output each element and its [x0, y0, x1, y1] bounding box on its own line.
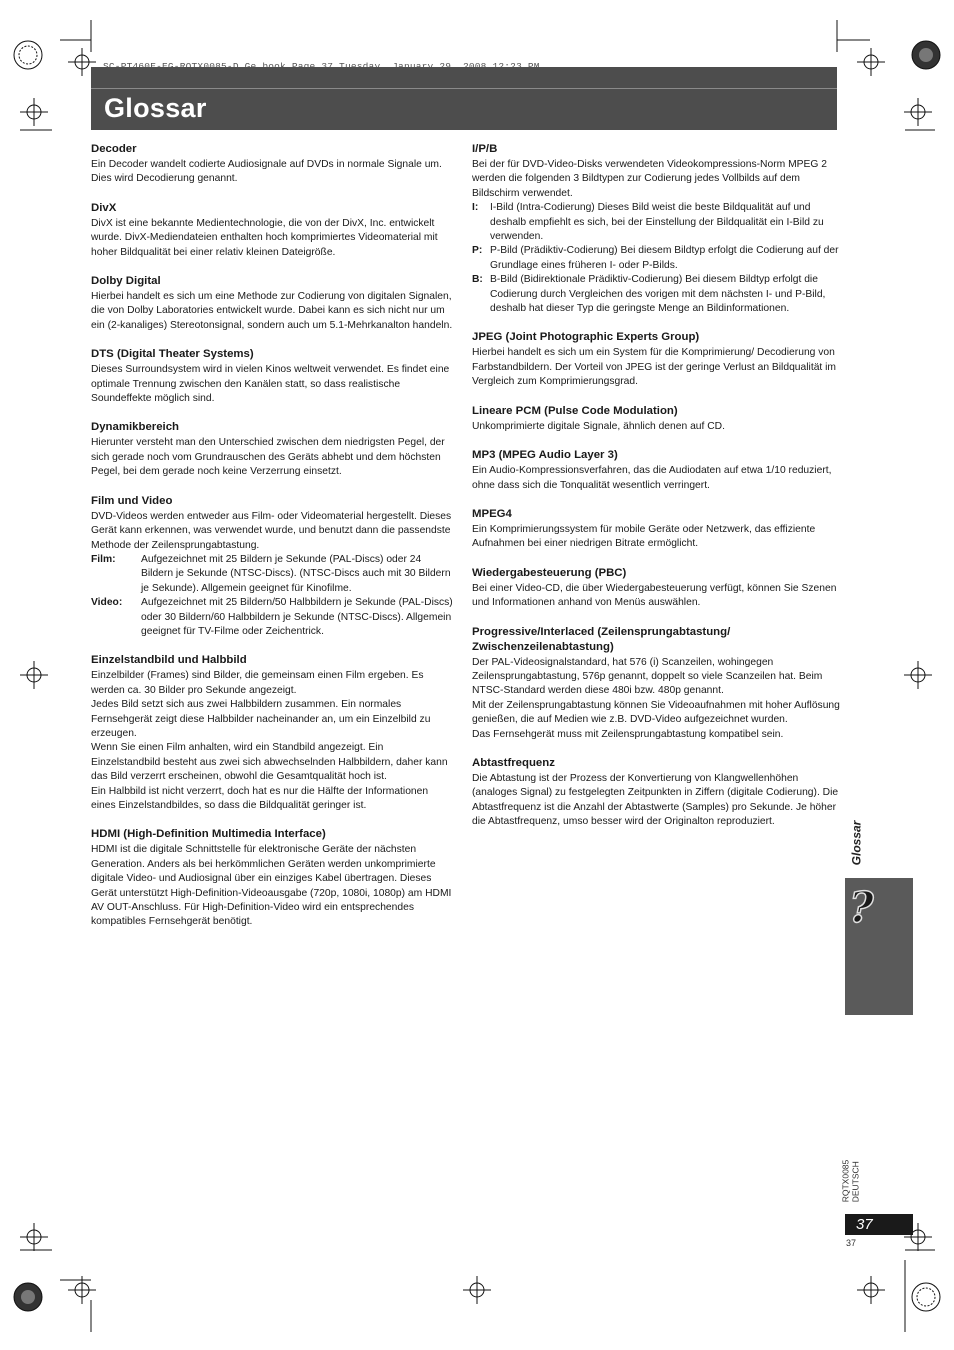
- side-tab: [845, 878, 913, 1015]
- page-title: Glossar: [104, 93, 207, 123]
- entry-heading: Lineare PCM (Pulse Code Modulation): [472, 404, 678, 417]
- glossary-entry-jpeg: [472, 330, 840, 389]
- page-number: 37: [845, 1214, 913, 1235]
- entry-heading: Dynamikbereich: [91, 421, 179, 434]
- definition-desc: I-Bild (Intra-Codierung) Dieses Bild weist die beste Bildqualität auf und deshalb empfiehlt es sich, bei der Einstellung der Bildqualität ein I-Bild zu verwenden.: [490, 202, 824, 243]
- entry-text: Hierbei handelt es sich um ein System für die Komprimierung/ Decodierung von Farbstandbildern. Der Vorteil von JPEG ist der geringe Verlust an Bildqualität im Vergleich zum Komprimierungsgrad.: [472, 347, 837, 388]
- entry-text: Das Fernsehgerät muss mit Zeilensprungabtastung kompatibel sein.: [472, 728, 784, 740]
- glossary-entry-divx: [91, 201, 455, 260]
- definition-term: B:: [472, 274, 483, 286]
- glossary-entry-mp3: [472, 448, 840, 493]
- glossary-entry-dynamikbereich: [91, 420, 455, 479]
- glossary-entry-ipb: [472, 142, 840, 316]
- entry-text: Der PAL-Videosignalstandard, hat 576 (i) Scanzeilen, wohingegen Zeilensprungabtastung, 576p genannt, doppelt so viele Scanzeilen hat. Beim NTSC-Standard werden diese 480i bzw. 480p genannt.: [472, 656, 823, 697]
- entry-text: Einzelbilder (Frames) sind Bilder, die gemeinsam einen Film ergeben. Es werden ca. 30 Bilder pro Sekunde angezeigt.: [91, 670, 424, 696]
- definition-p: [472, 244, 840, 273]
- entry-heading: MPEG4: [472, 507, 512, 520]
- left-column: [91, 142, 455, 944]
- entry-text: DivX ist eine bekannte Medientechnologie, die von der DivX, Inc. entwickelt wurde. DivX-Mediendateien enthalten hoch komprimiertes Videomaterial mit hoher Bildqualität bei einer relativ kleinen Dateigröße.: [91, 217, 438, 258]
- model-code-text: RQTX0085: [840, 1159, 850, 1203]
- entry-text: DVD-Videos werden entweder aus Film- oder Videomaterial hergestellt. Dieses Gerät kann erkennen, was verwendet wurde, und benutzt dann die passendste Methode der Zeilensprungabtastung.: [91, 510, 452, 551]
- definition-term: I:: [472, 202, 479, 214]
- right-column: [472, 142, 840, 844]
- entry-text: Ein Komprimierungssystem für mobile Geräte oder Netzwerk, das effiziente Aufnahmen bei einer niedrigen Bitrate ermöglicht.: [472, 523, 816, 550]
- entry-heading: Film und Video: [91, 494, 173, 507]
- entry-heading: Dolby Digital: [91, 275, 161, 288]
- glossary-entry-decoder: [91, 142, 455, 187]
- definition-desc: B-Bild (Bidirektionale Prädiktiv-Codierung) Bei diesem Bildtyp erfolgt die Codierung durch Vergleichen des vorigen mit dem nächsten I- und P-Bild, deshalb hat dieser Typ die geringste Menge an Bildinformationen.: [490, 274, 826, 315]
- definition-desc: Aufgezeichnet mit 25 Bildern/50 Halbbildern je Sekunde (PAL-Discs) oder 30 Bildern/60 Halbbildern je Sekunde (NTSC-Discs). Allgemein geeignet für TV-Filme oder Zeichentrick.: [141, 597, 453, 637]
- side-section-label: [846, 816, 866, 870]
- entry-heading: Decoder: [91, 143, 137, 155]
- entry-heading: Wiedergabesteuerung (PBC): [472, 566, 627, 579]
- definition-b: [472, 273, 840, 316]
- entry-text: Ein Decoder wandelt codierte Audiosignale auf DVDs in normale Signale um. Dies wird Decodierung genannt.: [91, 159, 442, 185]
- entry-text: Die Abtastung ist der Prozess der Konvertierung von Klangwellenhöhen (analoges Signal) zu festgelegten Zeitpunkten in Ziffern (digitale Codierung). Die Abtastfrequenz ist die Anzahl der Abtastwerte (Samples) pro Sekunde. Je höher die Abtastfrequenz, umso besser wird der Originalton reproduziert.: [472, 772, 839, 828]
- page-number-small: 37: [846, 1238, 857, 1248]
- entry-text: Wenn Sie einen Film anhalten, wird ein Standbild angezeigt. Ein Einzelstandbild besteht aus zwei sich abwechselnden Halbbildern, daher kann das Bild verzerrt erscheinen, obwohl die Gesamtqualität hoch ist.: [91, 742, 448, 783]
- glossary-entry-dts: [91, 347, 455, 406]
- definition-desc: Aufgezeichnet mit 25 Bildern je Sekunde (PAL-Discs) oder 24 Bildern je Sekunde (NTSC-Discs). (NTSC-Discs auch mit 30 Bildern je Sekunde). Allgemein geeignet für Kinofilme.: [141, 553, 451, 594]
- entry-heading: JPEG (Joint Photographic Experts Group): [472, 331, 700, 344]
- glossary-entry-mpeg4: [472, 507, 840, 552]
- glossary-entry-pbc: [472, 566, 840, 611]
- definition-term: P:: [472, 245, 483, 257]
- language-text: DEUTSCH: [850, 1161, 860, 1203]
- definition-i: [472, 201, 840, 244]
- question-mark-icon: [845, 882, 881, 932]
- entry-heading: HDMI (High-Definition Multimedia Interface): [91, 828, 326, 841]
- entry-heading: Einzelstandbild und Halbbild: [91, 654, 247, 667]
- entry-heading: MP3 (MPEG Audio Layer 3): [472, 449, 618, 462]
- entry-heading: Abtastfrequenz: [472, 756, 555, 769]
- entry-heading: DTS (Digital Theater Systems): [91, 348, 254, 361]
- glossary-entry-abtastfrequenz: [472, 756, 840, 830]
- svg-text:?: ?: [849, 883, 874, 932]
- side-label-text: Glossar: [849, 820, 864, 866]
- title-bar: [91, 67, 837, 130]
- model-code: [836, 1157, 864, 1205]
- glossary-entry-lpcm: [472, 404, 840, 434]
- definition-term: Video:: [91, 597, 123, 609]
- entry-heading: DivX: [91, 201, 117, 214]
- glossary-entry-dolby-digital: [91, 274, 455, 333]
- definition-video: [91, 596, 455, 639]
- entry-text: Ein Halbbild ist nicht verzerrt, doch hat es nur die Hälfte der Informationen eines Einzelstandbildes, so dass die Bildqualität geringer ist.: [91, 785, 429, 811]
- glossary-entry-hdmi: [91, 827, 455, 929]
- entry-text: Dieses Surroundsystem wird in vielen Kinos weltweit verwendet. Es findet eine optimale Trennung zwischen den Kanälen statt, so dass realistische Soundeffekte möglich sind.: [91, 364, 450, 405]
- entry-text: Jedes Bild setzt sich aus zwei Halbbildern zusammen. Ein normales Fernsehgerät zeigt diese Halbbilder nacheinander an, um ein Einzelbild zu erzeugen.: [91, 699, 431, 739]
- glossary-entry-film-und-video: [91, 494, 455, 640]
- entry-text: Unkomprimierte digitale Signale, ähnlich denen auf CD.: [472, 420, 725, 432]
- entry-text: Bei einer Video-CD, die über Wiedergabesteuerung verfügt, können Sie Szenen und Informationen anhand von Menüs auswählen.: [472, 582, 837, 609]
- entry-text: Hierbei handelt es sich um eine Methode zur Codierung von digitalen Signalen, die von Dolby Laboratories entwickelt wurde. Dabei kann es sich nicht nur um ein (2-kanaliges) Stereotonsignal, sondern auch um 5.1-Mehrkanalton handeln.: [91, 291, 453, 331]
- entry-text: Hierunter versteht man den Unterschied zwischen dem niedrigsten Pegel, der sich gerade noch vom Grundrauschen des Geräts abhebt und dem höchsten Pegel, bei dem gerade noch keine Verzerrung einsetzt.: [91, 437, 445, 478]
- glossary-entry-einzelstandbild: [91, 653, 455, 813]
- entry-heading: I/P/B: [472, 143, 498, 155]
- entry-heading: Progressive/Interlaced (Zeilensprungabtastung/ Zwischenzeilenabtastung): [472, 625, 731, 653]
- entry-text: Ein Audio-Kompressionsverfahren, das die Audiodaten auf etwa 1/10 reduziert, ohne dass sich die Tonqualität wesentlich verringert.: [472, 465, 832, 491]
- definition-desc: P-Bild (Prädiktiv-Codierung) Bei diesem Bildtyp erfolgt die Codierung auf der Grundlage eines früheren I- oder P-Bilds.: [490, 245, 839, 271]
- entry-text: Mit der Zeilensprungabtastung können Sie Videoaufnahmen mit hoher Auflösung genießen, die auf Medien wie z.B. DVD-Video aufgezeichnet wurden.: [472, 699, 840, 726]
- entry-text: Bei der für DVD-Video-Disks verwendeten Videokompressions-Norm MPEG 2 werden die folgenden 3 Bildtypen zur Codierung jedes Vollbilds auf dem Bildschirm verwendet.: [472, 159, 828, 199]
- glossary-entry-progressive: [472, 625, 840, 742]
- entry-text: HDMI ist die digitale Schnittstelle für elektronische Geräte der nächsten Generation. Anders als bei herkömmlichen Geräten werden unkomprimierte digitale Video- und Audiosignal über ein einziges Kabel übertragen. Dieses Gerät unterstützt High-Definition-Videoausgabe (720p, 1080i, 1080p) am HDMI AV OUT-Anschluss. Für High-Definition-Video wird ein entsprechendes kompatibles Fernsehgerät benötigt.: [91, 844, 452, 928]
- definition-film: [91, 553, 455, 596]
- definition-term: Film:: [91, 553, 116, 565]
